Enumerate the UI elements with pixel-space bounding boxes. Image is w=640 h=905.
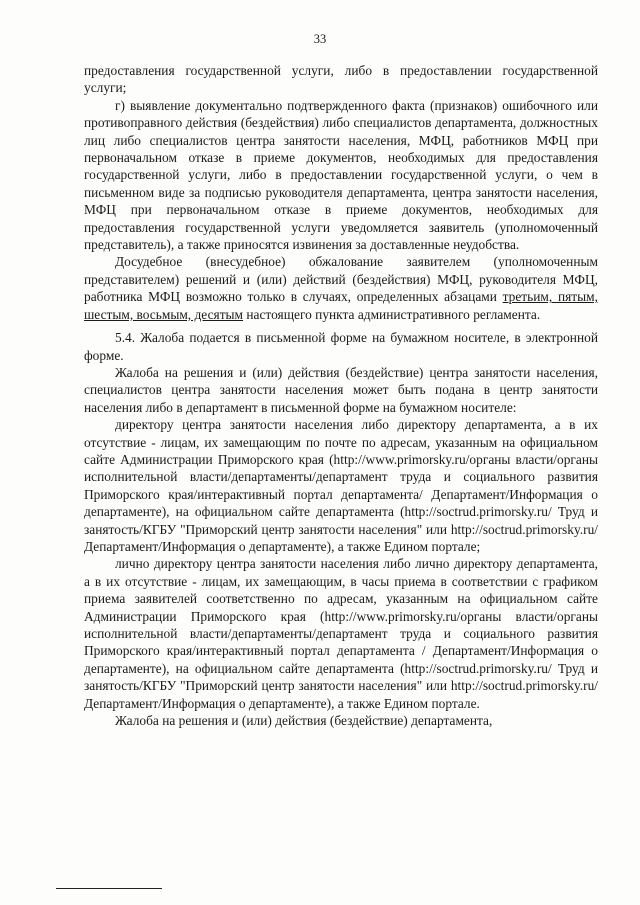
footer-rule (56, 888, 162, 889)
paragraph-2: г) выявление документально подтвержденного факта (признаков) ошибочного или противоправного действия (бездействия) либо специалистов департамента, должностных лиц либо специалистов центра занятости населения, МФЦ, работников МФЦ при первоначальном отказе в приеме документов, необходимых для предоставления государственной услуги, либо в предоставлении государственной услуги, о чем в письменном виде за подписью руководителя департамента, центра занятости населения, МФЦ при первоначальном отказе в приеме документов, необходимых для предоставления государственной услуги уведомляется заявитель (уполномоченный представитель), а также приносятся извинения за доставленные неудобства. (84, 97, 598, 253)
document-body (84, 62, 598, 729)
paragraph-5: Жалоба на решения и (или) действия (бездействие) центра занятости населения, специалистов центра занятости населения может быть подана в центр занятости населения либо в департамент в письменной форме на бумажном носителе: (84, 364, 598, 415)
paragraph-4: 5.4. Жалоба подается в письменной форме на бумажном носителе, в электронной форме. (84, 330, 598, 363)
paragraph-3-tail: настоящего пункта административного регламента. (246, 306, 541, 322)
paragraph-6: директору центра занятости населения либо директору департамента, а в их отсутствие - лицам, их замещающим по почте по адресам, указанным на официальном сайте Администрации Приморского края (http://www.primorsky.ru/органы власти/органы исполнительной власти/департаменты/департамент труда и социального развития Приморского края/интерактивный портал департамента/ Департамент/Информация о департаменте), на официальном сайте департамента (http://soctrud.primorsky.ru/ Труд и занятость/КГБУ "Приморский центр занятости населения" или http://soctrud.primorsky.ru/ Департамент/Информация о департаменте), а также Едином портале; (84, 417, 598, 554)
underlined-paragraph-refs: третьим, пятым, шестым, восьмым, десятым (84, 289, 598, 322)
paragraph-3 (84, 253, 598, 323)
paragraph-3-text: Досудебное (внесудебное) обжалование заявителем (уполномоченным представителем) решений и (или) действий (бездействия) МФЦ, руководителя МФЦ, работника МФЦ возможно только в случаях, определенных абзацами (84, 254, 598, 305)
page-number: 33 (313, 32, 327, 46)
paragraph-7: лично директору центра занятости населения либо лично директору департамента, а в их отсутствие - лицам, их замещающим, в часы приема в соответствии с графиком приема заявителей соответственно по адресам, указанным на официальном сайте Администрации Приморского края (http://www.primorsky.ru/органы власти/органы исполнительной власти/департаменты/департамент труда и социального развития Приморского края/интерактивный портал департамента / Департамент/Информация о департаменте), на официальном сайте департамента (http://soctrud.primorsky.ru/ Труд и занятость/КГБУ "Приморский центр занятости населения" или http://soctrud.primorsky.ru/ Департамент/Информация о департаменте), а также Едином портале. (84, 556, 598, 711)
paragraph-8: Жалоба на решения и (или) действия (бездействие) департамента, (115, 713, 493, 729)
paragraph-1: предоставления государственной услуги, либо в предоставлении государственной услуги; (84, 63, 598, 96)
